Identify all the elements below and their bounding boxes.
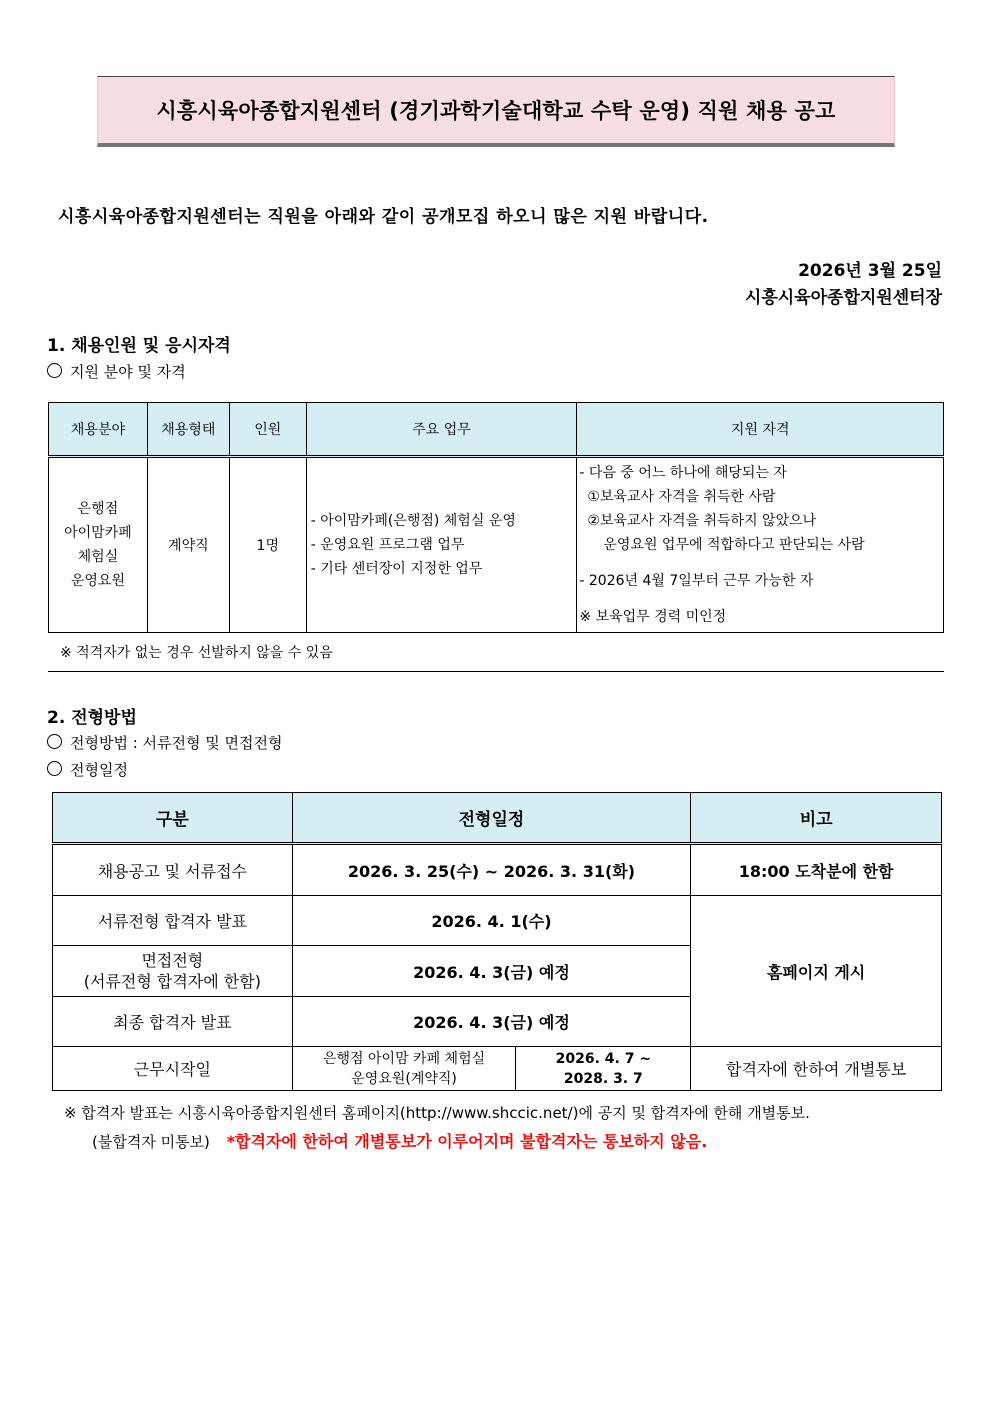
table-row: 채용공고 및 서류접수 2026. 3. 25(수) ~ 2026. 3. 31(화) 18:00 도착분에 한함 — [53, 844, 942, 896]
section2-heading: 2. 전형방법 — [47, 708, 137, 728]
table-row: 서류전형 합격자 발표 2026. 4. 1(수) 홈페이지 게시 — [53, 896, 942, 946]
page-title: 시흥시육아종합지원센터 (경기과학기술대학교 수탁 운영) 직원 채용 공고 — [97, 76, 895, 147]
section1-subheading: 지원 분야 및 자격 — [47, 361, 186, 382]
circle-bullet-icon — [47, 363, 62, 378]
announcement-note: ※ 합격자 발표는 시흥시육아종합지원센터 홈페이지(http://www.shccic.net/)에 공지 및 합격자에 한해 개별통보. — [64, 1104, 810, 1122]
cell-qualifications: - 다음 중 어느 하나에 해당되는 자 ①보육교사 자격을 취득한 사람 ②보육교사 자격을 취득하지 않았으나 운영요원 업무에 적합하다고 판단되는 사람 - 2026년 4월 7일부터 근무 가능한 자 ※ 보육업무 경력 미인정 — [577, 457, 944, 633]
red-warning: *합격자에 한하여 개별통보가 이루어지며 불합격자는 통보하지 않음. — [226, 1132, 708, 1151]
header-type: 채용형태 — [147, 403, 229, 457]
intro-text: 시흥시육아종합지원센터는 직원을 아래와 같이 공개모집 하오니 많은 지원 바랍니다. — [58, 207, 709, 227]
organization-name: 시흥시육아종합지원센터장 — [744, 288, 942, 308]
header-count: 인원 — [229, 403, 306, 457]
header-duties: 주요 업무 — [306, 403, 577, 457]
announcement-date: 2026년 3월 25일 — [798, 261, 942, 281]
method-line: 전형방법 : 서류전형 및 면접전형 — [47, 732, 283, 753]
table-row: 최종 합격자 발표 2026. 4. 3(금) 예정 — [53, 997, 942, 1047]
merged-remark: 홈페이지 게시 — [691, 896, 942, 1047]
cell-count: 1명 — [229, 457, 306, 633]
header-field: 채용분야 — [49, 403, 148, 457]
section1-heading: 1. 채용인원 및 응시자격 — [47, 336, 231, 356]
table-row: 면접전형 (서류전형 합격자에 한함) 2026. 4. 3(금) 예정 — [53, 946, 942, 997]
header-category: 구분 — [53, 793, 293, 844]
schedule-label: 전형일정 — [47, 759, 128, 780]
table-row: 근무시작일 은행점 아이맘 카페 체험실 운영요원(계약직) 2026. 4. 7 ~ 2028. 3. 7 합격자에 한하여 개별통보 — [53, 1047, 942, 1091]
schedule-table — [52, 792, 942, 1091]
header-remarks: 비고 — [691, 793, 942, 844]
section1-note: ※ 적격자가 없는 경우 선발하지 않을 수 있음 — [48, 632, 944, 672]
cell-type: 계약직 — [147, 457, 229, 633]
header-schedule: 전형일정 — [292, 793, 691, 844]
cell-duties: - 아이맘카페(은행점) 체험실 운영 - 운영요원 프로그램 업무 - 기타 센터장이 지정한 업무 — [306, 457, 577, 633]
announcement-subnote: (불합격자 미통보) *합격자에 한하여 개별통보가 이루어지며 불합격자는 통보하지 않음. — [92, 1132, 708, 1151]
circle-bullet-icon — [47, 734, 62, 749]
header-qualifications: 지원 자격 — [577, 403, 944, 457]
cell-field: 은행점 아이맘카페 체험실 운영요원 — [49, 457, 148, 633]
recruitment-table — [48, 402, 944, 633]
circle-bullet-icon — [47, 761, 62, 776]
